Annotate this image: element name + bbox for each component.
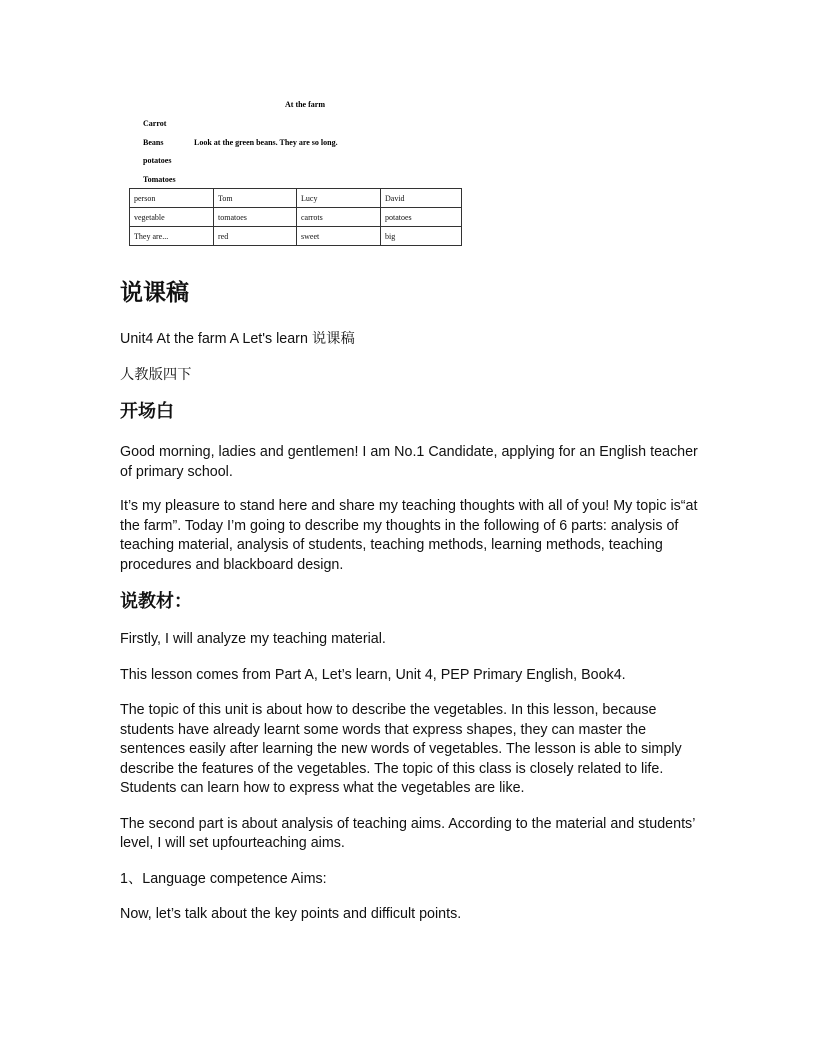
table-cell: sweet	[297, 227, 381, 246]
paragraph: The topic of this unit is about how to describe the vegetables. In this lesson, because students have already learnt some words that express shapes, they can master the sentences easily after learning the new words of vegetables. The lesson is able to simply describe the features of the vegetables. The topic of this class is closely related to life. Students can learn how to express what the vegetables are like.	[120, 702, 682, 796]
table-row	[130, 227, 462, 246]
figure-word: Beans	[143, 138, 164, 147]
table-cell: Lucy	[297, 189, 381, 208]
paragraph: This lesson comes from Part A, Let’s learn, Unit 4, PEP Primary English, Book4.	[120, 666, 626, 683]
figure-word: Tomatoes	[143, 175, 176, 184]
document-subtitle	[120, 330, 700, 350]
table-cell: big	[381, 227, 462, 246]
document-title: 说课稿	[120, 280, 189, 306]
figure-title: At the farm	[285, 100, 325, 109]
table-cell: David	[381, 189, 462, 208]
paragraph: It’s my pleasure to stand here and share my teaching thoughts with all of you! My topic is“at the farm”. Today I’m going to describe my thoughts in the following of 6 parts: analysis of teaching material, analysis of students, teaching methods, learning methods, teaching procedures and blackboard design.	[120, 498, 698, 573]
table-cell: red	[214, 227, 297, 246]
table-cell: person	[130, 189, 214, 208]
blackboard-figure	[0, 0, 816, 260]
subtitle-chinese: 说课稿	[311, 331, 355, 347]
table-cell: tomatoes	[214, 208, 297, 227]
paragraph: Good morning, ladies and gentlemen! I am No.1 Candidate, applying for an English teacher of primary school.	[120, 444, 698, 480]
document-body	[120, 274, 700, 925]
figure-sentence: Look at the green beans. They are so long.	[194, 138, 338, 147]
table-cell: Tom	[214, 189, 297, 208]
paragraph: 1、Language competence Aims:	[120, 870, 327, 887]
section-heading-opening: 开场白	[120, 401, 174, 422]
paragraph: Firstly, I will analyze my teaching material.	[120, 631, 386, 647]
edition-text: 人教版四下	[120, 366, 192, 383]
subtitle-english: Unit4 At the farm A Let's learn	[120, 331, 308, 347]
figure-word: potatoes	[143, 156, 172, 165]
paragraph: The second part is about analysis of teaching aims. According to the material and students’ level, I will set upfourteaching aims.	[120, 815, 695, 851]
figure-word: Carrot	[143, 119, 167, 128]
section-heading-material: 说教材：	[120, 591, 192, 612]
table-cell: carrots	[297, 208, 381, 227]
table-row	[130, 208, 462, 227]
paragraph: Now, let’s talk about the key points and difficult points.	[120, 906, 462, 922]
table-cell: potatoes	[381, 208, 462, 227]
vegetable-table	[129, 188, 462, 246]
table-cell: vegetable	[130, 208, 214, 227]
table-cell: They are...	[130, 227, 214, 246]
table-row	[130, 189, 462, 208]
